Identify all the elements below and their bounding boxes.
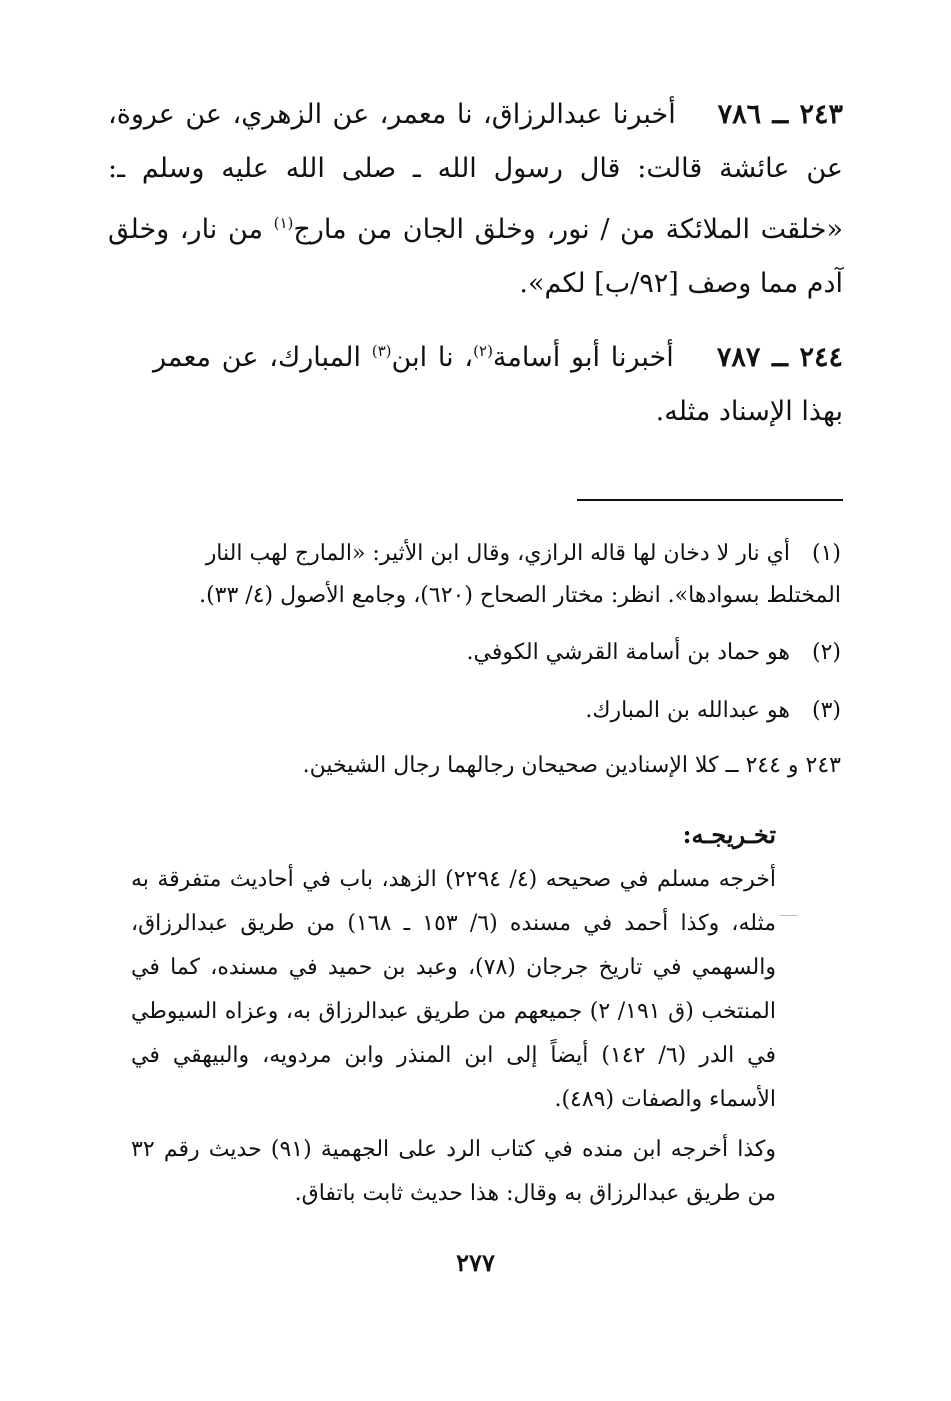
- takhrij-paragraph-1: أخرجه مسلم في صحيحه (٤/ ٢٢٩٤) الزهد، باب في أحاديث متفرقة به مثله، وكذا أحمد في مسنده (٦/ ١٥٣ ـ ١٦٨) من طريق عبدالرزاق، والسهمي في تاريخ جرجان (٧٨)، وعبد بن حميد في مسنده، كما في المنتخب (ق ١٩١/ ٢) جميعهم من طريق عبدالرزاق به، وعزاه السيوطي في الدر (٦/ ١٤٢) أيضاً إلى ابن المنذر وابن مردويه، والبيهقي في الأسماء والصفات (٤٨٩).: [131, 867, 776, 1112]
- hadith-number: ٢٤٤ ــ ٧٨٧: [716, 342, 843, 373]
- hadith-text: المبارك، عن معمر بهذا الإسناد مثله.: [153, 342, 843, 427]
- footnote-text: هو عبدالله بن المبارك.: [585, 698, 790, 723]
- footnote-ref-2: (٢): [473, 342, 493, 360]
- footnote-1: [141, 533, 841, 617]
- hadith-number: ٢٤٣ ــ ٧٨٦: [717, 99, 843, 130]
- margin-mark: [780, 915, 798, 916]
- footnote-separator: [577, 499, 843, 501]
- footnote-ref-3: (٣): [371, 342, 392, 360]
- takhrij-paragraph-2: وكذا أخرجه ابن منده في كتاب الرد على الجهمية (٩١) حديث رقم ٣٢ من طريق عبدالرزاق به وقال: هذا حديث ثابت باتفاق.: [131, 1137, 776, 1206]
- footnote-mark: (١): [811, 541, 841, 566]
- hadith-243: [108, 88, 843, 311]
- hadith-text: أخبرنا عبدالرزاق، نا معمر، عن الزهري، عن عروة، عن عائشة قالت: قال رسول الله ـ صلى الله عليه وسلم ـ: «خلقت الملائكة من / نور، وخلق الجان من مارج: [108, 99, 843, 245]
- footnote-text: أي نار لا دخان لها قاله الرازي، وقال ابن الأثير: «المارج لهب النار المختلط بسوادها». انظر: مختار الصحاح (٦٢٠)، وجامع الأصول (٤/ ٣٣).: [199, 541, 841, 608]
- hadith-text-continued: من نار، وخلق آدم مما وصف [٩٢/ب] لكم».: [108, 214, 843, 299]
- hadith-text: أخبرنا أبو أسامة: [492, 342, 674, 373]
- page-number: ٢٧٧: [456, 1248, 495, 1277]
- hadith-244: [153, 324, 843, 439]
- footnote-mark: (٢): [811, 640, 841, 665]
- footnote-text: هو حماد بن أسامة القرشي الكوفي.: [466, 640, 790, 665]
- footnote-mark: (٣): [811, 698, 841, 723]
- hadith-text: ، نا ابن: [391, 342, 474, 373]
- footnote-ref-1: (١): [273, 214, 294, 232]
- takhrij-heading: تخـريجـه:: [682, 820, 776, 849]
- footnote-2: [141, 632, 841, 674]
- isnad-grading: ٢٤٣ و ٢٤٤ ــ كلا الإسنادين صحيحان رجالهما رجال الشيخين.: [302, 753, 841, 778]
- footnote-3: [141, 690, 841, 732]
